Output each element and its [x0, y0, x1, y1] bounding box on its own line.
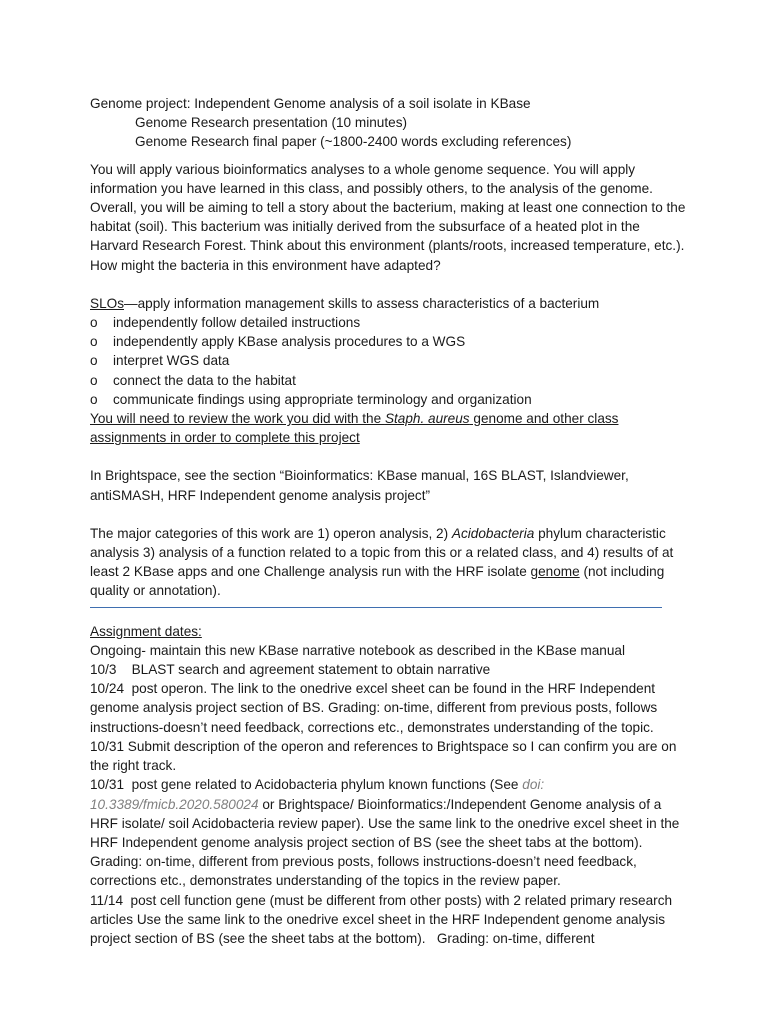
doi-link[interactable]: doi: 10.3389/fmicb.2020.580024	[90, 777, 545, 812]
presentation-line: Genome Research presentation (10 minutes)	[135, 115, 408, 131]
date-11-14: 11/14 post cell function gene (must be different from other posts) with 2 related primary research articles Use the same link to the onedrive excel sheet in the HRF Independent genome analysis project section of BS (see the sheet tabs at the bottom). Grading: on-time, different	[90, 892, 673, 946]
bullet-icon: o	[90, 315, 98, 331]
staph-aureus-text: Staph. aureus	[384, 411, 470, 427]
intro-paragraph: You will apply various bioinformatics analyses to a whole genome sequence. You will apply information you have learned in this class, and possibly others, to the analysis of the genome. Overall, you will be aiming to tell a story about the bacterium, making at least one connection to the habitat (soil). This bacterium was initially derived from the subsurface of a heated plot in the Harvard Research Forest. Think about this environment (plants/roots, increased temperature, etc.). How might the bacteria in this environment have adapted?	[90, 161, 686, 273]
list-item: o connect the data to the habitat	[90, 371, 690, 390]
date-10-3: 10/3 BLAST search and agreement statement to obtain narrative	[90, 662, 491, 678]
document-page	[90, 94, 690, 948]
genome-underlined: genome	[530, 564, 580, 580]
list-item: o independently apply KBase analysis procedures to a WGS	[90, 332, 690, 351]
project-title: Genome project: Independent Genome analysis of a soil isolate in KBase	[90, 96, 531, 111]
date-ongoing: Ongoing- maintain this new KBase narrative notebook as described in the KBase manual	[90, 642, 626, 658]
brightspace-paragraph: In Brightspace, see the section “Bioinformatics: KBase manual, 16S BLAST, Islandviewer, antiSMASH, HRF Independent genome analysis project”	[90, 468, 629, 503]
review-note: You will need to review the work you did with the Staph. aureus genome and other class assignments in order to complete this project	[90, 411, 619, 446]
slos-label: SLOs	[90, 295, 124, 311]
slos-description: —apply information management skills to assess characteristics of a bacterium	[124, 295, 600, 311]
list-item: o independently follow detailed instructions	[90, 313, 690, 332]
assignment-dates-heading: Assignment dates:	[90, 623, 202, 639]
bullet-icon: o	[90, 334, 98, 350]
horizontal-rule	[90, 607, 662, 608]
slos-heading	[90, 294, 690, 313]
date-10-31-gene: 10/31 post gene related to Acidobacteria phylum known functions (See doi: 10.3389/fmicb.2020.580024 or Brightspace/ Bioinformatics:/Independent Genome analysis of a HRF isolate/ soil Acidobacteria review paper). Use the same link to the onedrive excel sheet in the HRF Independent genome analysis project section of BS (see the sheet tabs at the bottom). Grading: on-time, different from previous posts, follows instructions-doesn’t need feedback, corrections etc., demonstrates understanding of the topics in the review paper.	[90, 777, 680, 889]
bullet-icon: o	[90, 372, 98, 388]
bullet-icon: o	[90, 353, 98, 369]
categories-paragraph: The major categories of this work are 1) operon analysis, 2) Acidobacteria phylum characteristic analysis 3) analysis of a function related to a topic from this or a related class, and 4) results of at least 2 KBase apps and one Challenge analysis run with the HRF isolate genome (not including quality or annotation).	[90, 525, 674, 599]
date-10-24: 10/24 post operon. The link to the onedrive excel sheet can be found in the HRF Independent genome analysis project section of BS. Grading: on-time, different from previous posts, follows instructions-doesn’t need feedback, corrections etc., demonstrates understanding of the topic.	[90, 681, 658, 735]
list-item: o interpret WGS data	[90, 351, 690, 370]
bullet-icon: o	[90, 391, 98, 407]
list-item: o communicate findings using appropriate terminology and organization	[90, 390, 690, 409]
date-10-31-operon: 10/31 Submit description of the operon and references to Brightspace so I can confirm you are on the right track.	[90, 738, 677, 774]
final-paper-line: Genome Research final paper (~1800-2400 words excluding references)	[135, 134, 572, 150]
slos-list	[90, 313, 690, 409]
acidobacteria-text: Acidobacteria	[451, 525, 535, 541]
